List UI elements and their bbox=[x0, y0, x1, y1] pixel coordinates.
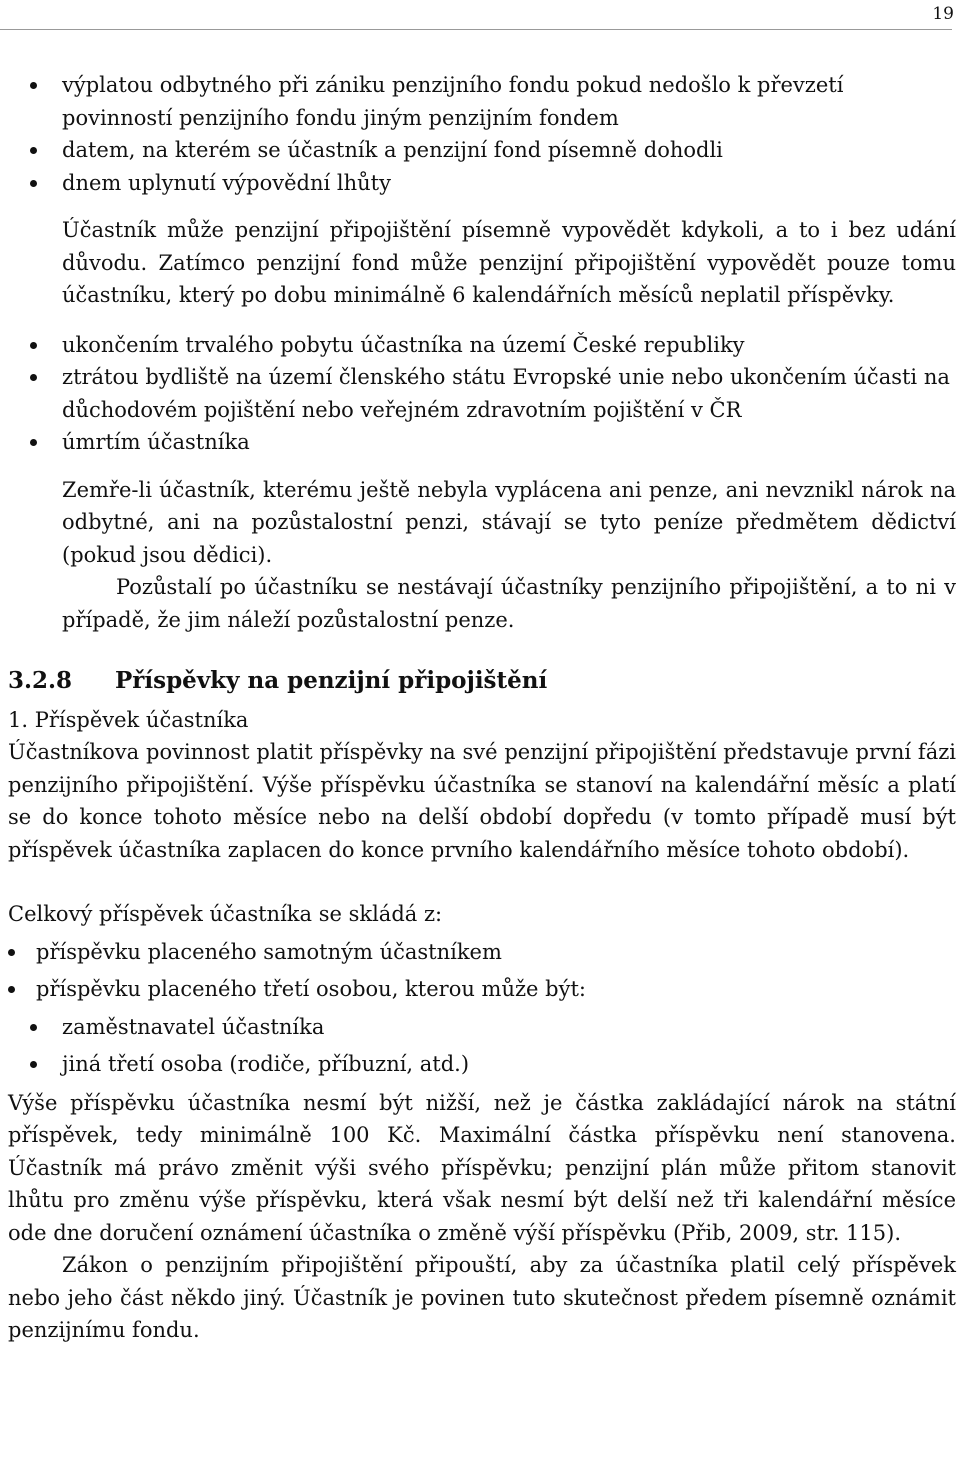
list-item: zaměstnavatel účastníka bbox=[8, 1011, 956, 1044]
header-divider bbox=[0, 29, 952, 30]
list-item: ukončením trvalého pobytu účastníka na území České republiky bbox=[8, 329, 956, 362]
paragraph-survivors: Pozůstalí po účastníku se nestávají účastníky penzijního připojištění, a to ni v případě, že jim náleží pozůstalostní penze. bbox=[62, 575, 956, 632]
list-item: výplatou odbytného při zániku penzijního fondu pokud nedošlo k převzetí povinností penzijního fondu jiným penzijním fondem bbox=[8, 69, 956, 134]
paragraph-amount: Výše příspěvku účastníka nesmí být nižší, než je částka zakládající nárok na státní příspěvek, tedy minimálně 100 Kč. Maximální částka příspěvku není stanovena. Účastník má právo změnit výši svého příspěvku; penzijní plán může přitom stanovit lhůtu pro změnu výše příspěvku, která však nesmí být delší než tři kalendářní měsíce ode dne doručení oznámení účastníka o změně výší příspěvku (Přib, 2009, str. 115). bbox=[8, 1090, 956, 1245]
paragraph-total: Celkový příspěvek účastníka se skládá z: bbox=[8, 902, 443, 926]
list-item: datem, na kterém se účastník a penzijní fond písemně dohodli bbox=[8, 134, 956, 167]
page-number: 19 bbox=[932, 4, 954, 24]
paragraph-law: Zákon o penzijním připojištění připouští, aby za účastníka platil celý příspěvek nebo jeho část někdo jiný. Účastník je povinen tuto skutečnost předem písemně oznámit penzijnímu fondu. bbox=[8, 1253, 956, 1342]
list-item: dnem uplynutí výpovědní lhůty bbox=[8, 167, 956, 200]
list-item: úmrtím účastníka bbox=[8, 426, 956, 459]
third-party-list bbox=[8, 1011, 956, 1081]
paragraph-death: Zemře-li účastník, kterému ještě nebyla vyplácena ani penze, ani nevznikl nárok na odbytné, ani na pozůstalostní penzi, stávají se tyto peníze předmětem dědictví (pokud jsou dědici). bbox=[62, 477, 956, 567]
section-number: 3.2.8 bbox=[8, 667, 73, 694]
list-item: příspěvku placeného samotným účastníkem bbox=[8, 936, 956, 969]
subsection-title: 1. Příspěvek účastníka bbox=[8, 707, 249, 732]
section-title: Příspěvky na penzijní připojištění bbox=[115, 667, 548, 694]
list-item: příspěvku placeného třetí osobou, kterou může být: bbox=[8, 973, 956, 1006]
termination-reasons-list bbox=[8, 329, 956, 459]
termination-list bbox=[8, 69, 956, 199]
section-heading bbox=[8, 665, 956, 698]
paragraph-obligation: Účastníkova povinnost platit příspěvky na své penzijní připojištění představuje první fázi penzijního připojištění. Výše příspěvku účastníka se stanoví na kalendářní měsíc a platí se do konce tohoto měsíce nebo na delší období dopředu (v tomto případě musí být příspěvek účastníka zaplacen do konce prvního kalendářního měsíce tohoto období). bbox=[8, 740, 956, 862]
contribution-sources-list bbox=[8, 936, 956, 1006]
list-item: ztrátou bydliště na území členského státu Evropské unie nebo ukončením účasti na důchodovém pojištění nebo veřejném zdravotním pojištění v ČR bbox=[8, 361, 956, 426]
paragraph-notice: Účastník může penzijní připojištění písemně vypovědět kdykoli, a to i bez udání důvodu. Zatímco penzijní fond může penzijní připojištění vypovědět pouze tomu účastníku, který po dobu minimálně 6 kalendářních měsíců neplatil příspěvky. bbox=[62, 218, 956, 307]
list-item: jiná třetí osoba (rodiče, příbuzní, atd.) bbox=[8, 1048, 956, 1081]
document-body bbox=[8, 69, 956, 1347]
